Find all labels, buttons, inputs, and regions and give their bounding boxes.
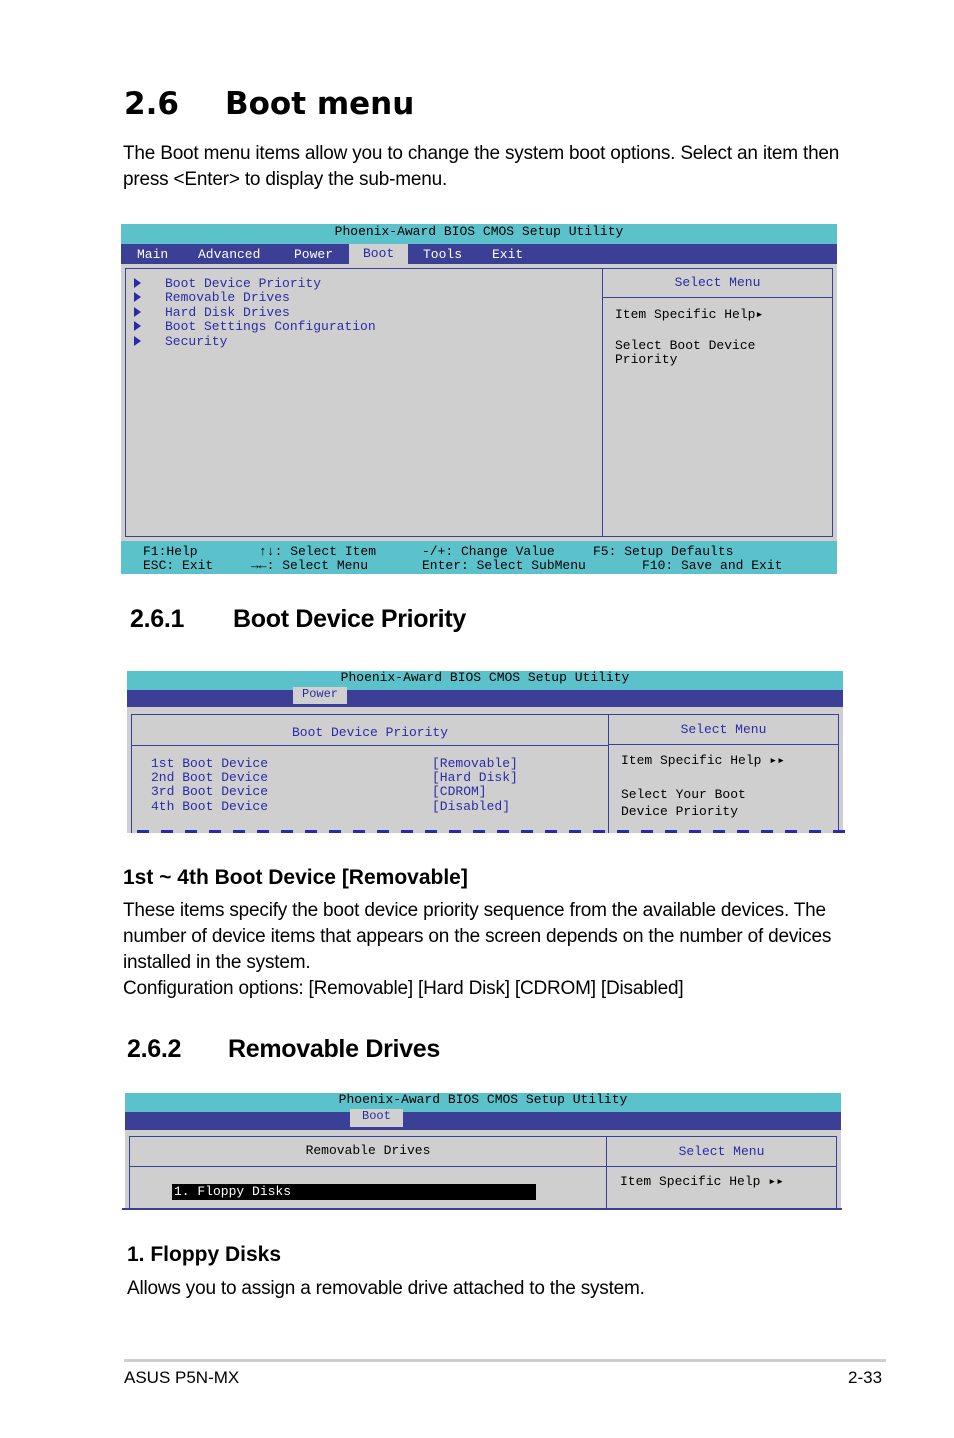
menu-item-hard-disk-drives[interactable]: Hard Disk Drives	[134, 305, 290, 320]
edge-dash	[569, 830, 581, 833]
bios-menu-bar	[121, 244, 837, 264]
bios-screen-main	[121, 224, 837, 574]
boot-device-2-label[interactable]: 2nd Boot Device	[151, 770, 269, 785]
help-line-2: Select Your Boot	[621, 787, 746, 802]
tab-power[interactable]: Power	[293, 687, 347, 704]
edge-dash	[545, 830, 557, 833]
help-line-3: Priority	[615, 352, 678, 367]
tab-boot[interactable]: Boot	[350, 1109, 403, 1127]
bios-items-panel	[125, 268, 603, 537]
edge-dash	[809, 830, 821, 833]
bios-footer-bar	[121, 541, 837, 574]
boot-device-2-value[interactable]: [Hard Disk]	[432, 770, 518, 785]
footer-page-number: 2-33	[848, 1368, 883, 1387]
edge-dash	[137, 830, 149, 833]
help-header: Select Menu	[607, 1137, 836, 1167]
help-header: Select Menu	[603, 269, 832, 298]
double-arrow-icon: ▸	[755, 307, 764, 322]
menu-item-security[interactable]: Security	[134, 334, 227, 349]
edge-dash	[593, 830, 605, 833]
help-line-2: Select Boot Device	[615, 338, 756, 353]
edge-dash	[497, 830, 509, 833]
edge-dash	[329, 830, 341, 833]
bios-title-bar: Phoenix-Award BIOS CMOS Setup Utility	[127, 671, 843, 690]
bios-help-panel	[602, 268, 833, 537]
sub-heading-boot-device: 1st ~ 4th Boot Device [Removable]	[123, 866, 468, 889]
boot-device-description: These items specify the boot device priority sequence from the available devices. The number of device items that appears on the screen depends on the number of devices installed in the system.	[123, 900, 832, 973]
submenu-arrow-icon	[134, 336, 141, 346]
bios-help-panel	[608, 714, 839, 833]
menu-item-removable-drives[interactable]: Removable Drives	[134, 290, 290, 305]
footer-select-menu: →←: Select Menu	[251, 558, 369, 573]
footer-save-exit: F10: Save and Exit	[642, 558, 783, 573]
boot-device-4-value[interactable]: [Disabled]	[432, 799, 511, 814]
help-line-3: Device Priority	[621, 804, 739, 819]
tab-tools[interactable]: Tools	[423, 247, 463, 262]
edge-dash	[761, 830, 773, 833]
edge-dash	[281, 830, 293, 833]
help-line-1: Item Specific Help▸	[615, 307, 764, 322]
edge-dash	[305, 830, 317, 833]
bios-removable-panel	[129, 1136, 607, 1210]
page-heading	[124, 86, 414, 122]
boot-device-1-label[interactable]: 1st Boot Device	[151, 756, 269, 771]
help-line-1: Item Specific Help ▸▸	[621, 753, 785, 768]
edge-dash	[689, 830, 701, 833]
footer-select-submenu: Enter: Select SubMenu	[422, 558, 586, 573]
edge-dash	[833, 830, 845, 833]
tab-exit[interactable]: Exit	[492, 247, 524, 262]
edge-dash	[377, 830, 389, 833]
help-line-1: Item Specific Help ▸▸	[620, 1174, 784, 1189]
footer-esc: ESC: Exit	[143, 558, 214, 573]
heading-number: 2.6	[124, 86, 179, 122]
bios-title-bar: Phoenix-Award BIOS CMOS Setup Utility	[125, 1093, 841, 1112]
menu-item-boot-settings[interactable]: Boot Settings Configuration	[134, 319, 376, 334]
footer-defaults: F5: Setup Defaults	[593, 544, 734, 559]
tab-advanced[interactable]: Advanced	[198, 247, 261, 262]
edge-dash	[161, 830, 173, 833]
submenu-arrow-icon	[134, 278, 141, 288]
footer-change-value: -/+: Change Value	[422, 544, 555, 559]
edge-dash	[425, 830, 437, 833]
edge-dash	[473, 830, 485, 833]
edge-dash	[449, 830, 461, 833]
edge-dash	[233, 830, 245, 833]
floppy-disks-item[interactable]: 1. Floppy Disks	[172, 1184, 536, 1200]
submenu-arrow-icon	[134, 321, 141, 331]
edge-dash	[521, 830, 533, 833]
floppy-disks-description: Allows you to assign a removable drive attached to the system.	[127, 1278, 645, 1299]
tab-main[interactable]: Main	[137, 247, 169, 262]
menu-item-boot-device-priority[interactable]: Boot Device Priority	[134, 276, 321, 291]
footer-rule	[124, 1359, 886, 1362]
boot-device-3-label[interactable]: 3rd Boot Device	[151, 784, 269, 799]
help-header: Select Menu	[609, 715, 838, 745]
footer-product: ASUS P5N-MX	[124, 1368, 240, 1387]
edge-dash	[785, 830, 797, 833]
panel-title: Boot Device Priority	[132, 715, 608, 746]
submenu-arrow-icon	[134, 307, 141, 317]
bios-menu-bar	[127, 687, 843, 707]
edge-dash	[665, 830, 677, 833]
footer-f1: F1:Help	[143, 544, 198, 559]
bios-help-panel	[606, 1136, 837, 1210]
tab-power[interactable]: Power	[294, 247, 334, 262]
boot-device-4-label[interactable]: 4th Boot Device	[151, 799, 269, 814]
sub-heading-floppy-disks: 1. Floppy Disks	[127, 1243, 282, 1266]
section-2-6-2-heading: 2.6.2 Removable Drives	[127, 1035, 440, 1063]
intro-text: The Boot menu items allow you to change the system boot options. Select an item then press <Enter> to display the sub-menu.	[123, 143, 840, 190]
bios-priority-panel	[131, 714, 609, 833]
edge-dash	[185, 830, 197, 833]
bios-title-bar: Phoenix-Award BIOS CMOS Setup Utility	[121, 224, 837, 244]
edge-dash	[641, 830, 653, 833]
edge-dash	[209, 830, 221, 833]
footer-select-item: ↑↓: Select Item	[259, 544, 377, 559]
edge-dash	[737, 830, 749, 833]
edge-dash	[353, 830, 365, 833]
boot-device-1-value[interactable]: [Removable]	[432, 756, 518, 771]
heading-title: Boot menu	[225, 86, 415, 122]
section-2-6-1-heading: 2.6.1 Boot Device Priority	[130, 605, 466, 633]
bios-menu-bar	[125, 1109, 841, 1130]
edge-dash	[401, 830, 413, 833]
screen-bottom-edge	[122, 1208, 842, 1210]
panel-title: Removable Drives	[130, 1137, 606, 1167]
bios-screen-boot-priority	[127, 671, 843, 833]
bios-screen-removable	[125, 1093, 841, 1210]
edge-dash	[617, 830, 629, 833]
edge-dash	[713, 830, 725, 833]
boot-device-3-value[interactable]: [CDROM]	[432, 784, 487, 799]
double-arrow-icon: ▸▸	[768, 1174, 784, 1189]
submenu-arrow-icon	[134, 292, 141, 302]
double-arrow-icon: ▸▸	[769, 753, 785, 768]
boot-device-options: Configuration options: [Removable] [Hard Disk] [CDROM] [Disabled]	[123, 978, 684, 999]
tab-boot[interactable]: Boot	[349, 244, 408, 264]
edge-dash	[257, 830, 269, 833]
